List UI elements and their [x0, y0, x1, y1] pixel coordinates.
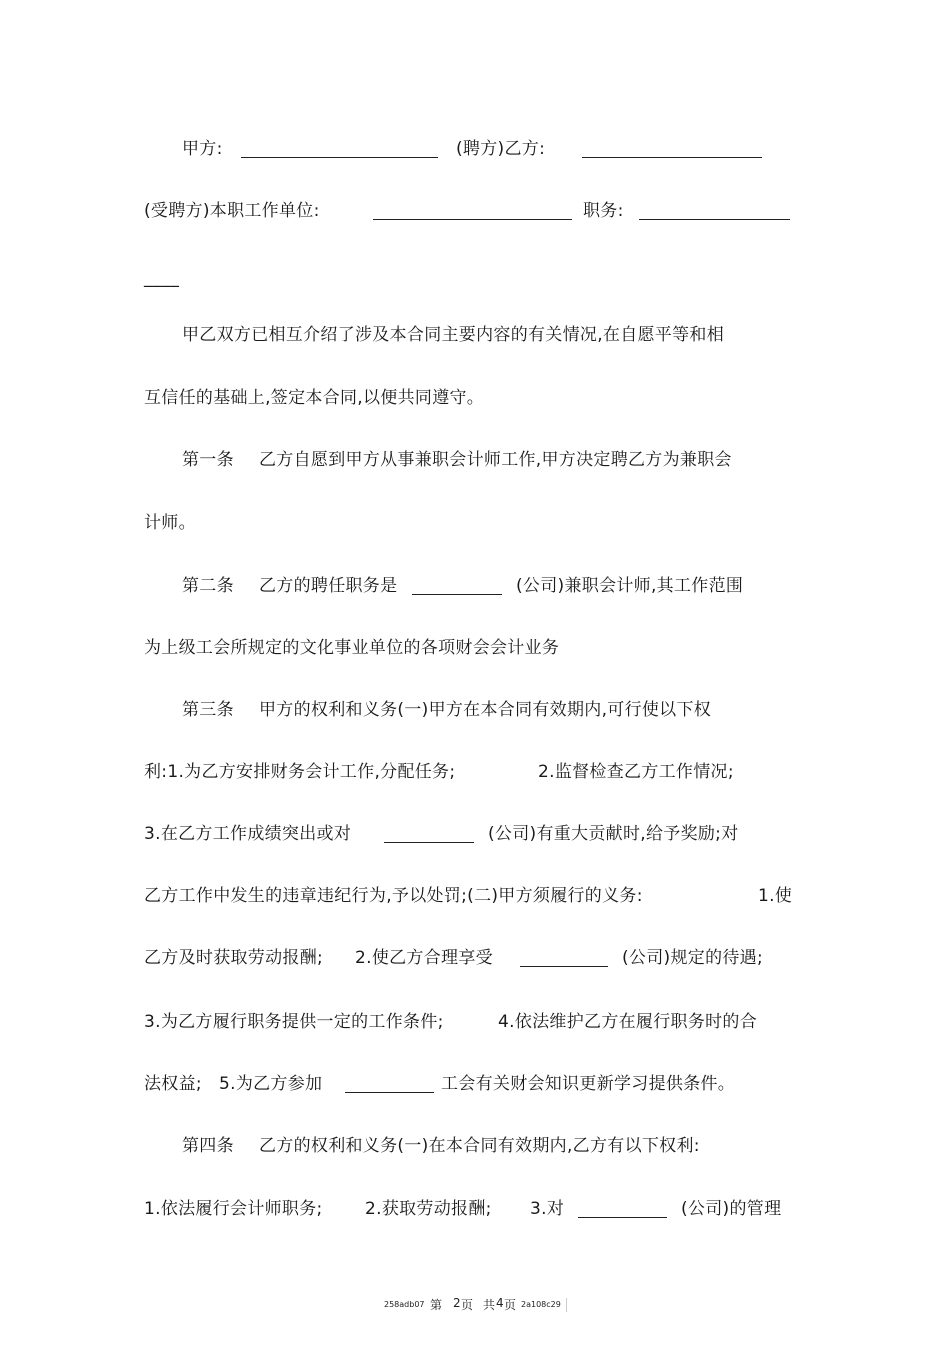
unit-blank[interactable]: [373, 219, 572, 220]
footer-page-unit: 页: [461, 1298, 474, 1312]
union-blank[interactable]: [345, 1092, 434, 1093]
article-2-text-1a: 乙方的聘任职务是: [259, 576, 398, 596]
intro-text-1: 甲乙双方已相互介绍了涉及本合同主要内容的有关情况,在自愿平等和相: [182, 325, 725, 345]
footer-page-prefix: 第: [430, 1298, 443, 1312]
party-b-unit-label: (受聘方)本职工作单位:: [144, 201, 320, 221]
article-3-text-2b: 2.监督检查乙方工作情况;: [538, 762, 734, 782]
trailing-blank: ____: [144, 268, 180, 288]
footer-divider: [566, 1298, 567, 1312]
company-blank-2[interactable]: [384, 842, 474, 843]
article-1-text-1: 乙方自愿到甲方从事兼职会计师工作,甲方决定聘乙方为兼职会: [259, 450, 732, 470]
footer-total-prefix: 共: [483, 1298, 496, 1312]
article-2-heading: 第二条: [182, 576, 234, 596]
article-3-text-5c: (公司)规定的待遇;: [622, 948, 763, 968]
article-3-text-3a: 3.在乙方工作成绩突出或对: [144, 824, 352, 844]
party-a-blank[interactable]: [241, 157, 438, 158]
article-3-text-5a: 乙方及时获取劳动报酬;: [144, 948, 324, 968]
position-label: 职务:: [583, 201, 624, 221]
footer-total-unit: 页: [504, 1298, 517, 1312]
article-3-text-6a: 3.为乙方履行职务提供一定的工作条件;: [144, 1012, 444, 1032]
footer-total-number: 4: [496, 1296, 504, 1310]
article-3-text-5b: 2.使乙方合理享受: [355, 948, 493, 968]
article-1-heading: 第一条: [182, 450, 234, 470]
position-blank[interactable]: [639, 219, 790, 220]
article-3-text-7a: 法权益;: [144, 1074, 202, 1094]
article-4-text-2a: 1.依法履行会计师职务;: [144, 1199, 323, 1219]
article-3-text-1: 甲方的权利和义务(一)甲方在本合同有效期内,可行使以下权: [259, 700, 712, 720]
footer-page-number: 2: [453, 1296, 461, 1310]
page-footer: [0, 1296, 950, 1314]
article-3-text-7b: 5.为乙方参加: [219, 1074, 323, 1094]
article-4-text-2b: 2.获取劳动报酬;: [365, 1199, 492, 1219]
article-1-text-2: 计师。: [144, 513, 196, 533]
article-3-text-2a: 利:1.为乙方安排财务会计工作,分配任务;: [144, 762, 456, 782]
intro-text-2: 互信任的基础上,签定本合同,以便共同遵守。: [144, 388, 485, 408]
footer-code-left: 258adb07: [384, 1300, 425, 1309]
company-blank-4[interactable]: [578, 1217, 667, 1218]
article-3-text-7c: 工会有关财会知识更新学习提供条件。: [441, 1074, 736, 1094]
article-3-text-4a: 乙方工作中发生的违章违纪行为,予以处罚;(二)甲方须履行的义务:: [144, 886, 643, 906]
article-3-text-3b: (公司)有重大贡献时,给予奖励;对: [488, 824, 739, 844]
article-2-text-2: 为上级工会所规定的文化事业单位的各项财会会计业务: [144, 638, 560, 658]
article-3-text-4b: 1.使: [758, 886, 793, 906]
party-b-blank[interactable]: [582, 157, 762, 158]
company-blank-3[interactable]: [520, 966, 608, 967]
article-2-text-1b: (公司)兼职会计师,其工作范围: [516, 576, 744, 596]
article-4-text-1: 乙方的权利和义务(一)在本合同有效期内,乙方有以下权利:: [259, 1136, 700, 1156]
article-3-text-6b: 4.依法维护乙方在履行职务时的合: [498, 1012, 758, 1032]
article-4-text-2c: 3.对: [530, 1199, 565, 1219]
footer-code-right: 2a108c29: [521, 1300, 561, 1309]
article-3-heading: 第三条: [182, 700, 234, 720]
party-a-role: (聘方)乙方:: [456, 139, 546, 159]
article-4-text-2d: (公司)的管理: [681, 1199, 782, 1219]
party-a-label: 甲方:: [182, 139, 223, 159]
article-4-heading: 第四条: [182, 1136, 234, 1156]
company-blank-1[interactable]: [412, 594, 502, 595]
